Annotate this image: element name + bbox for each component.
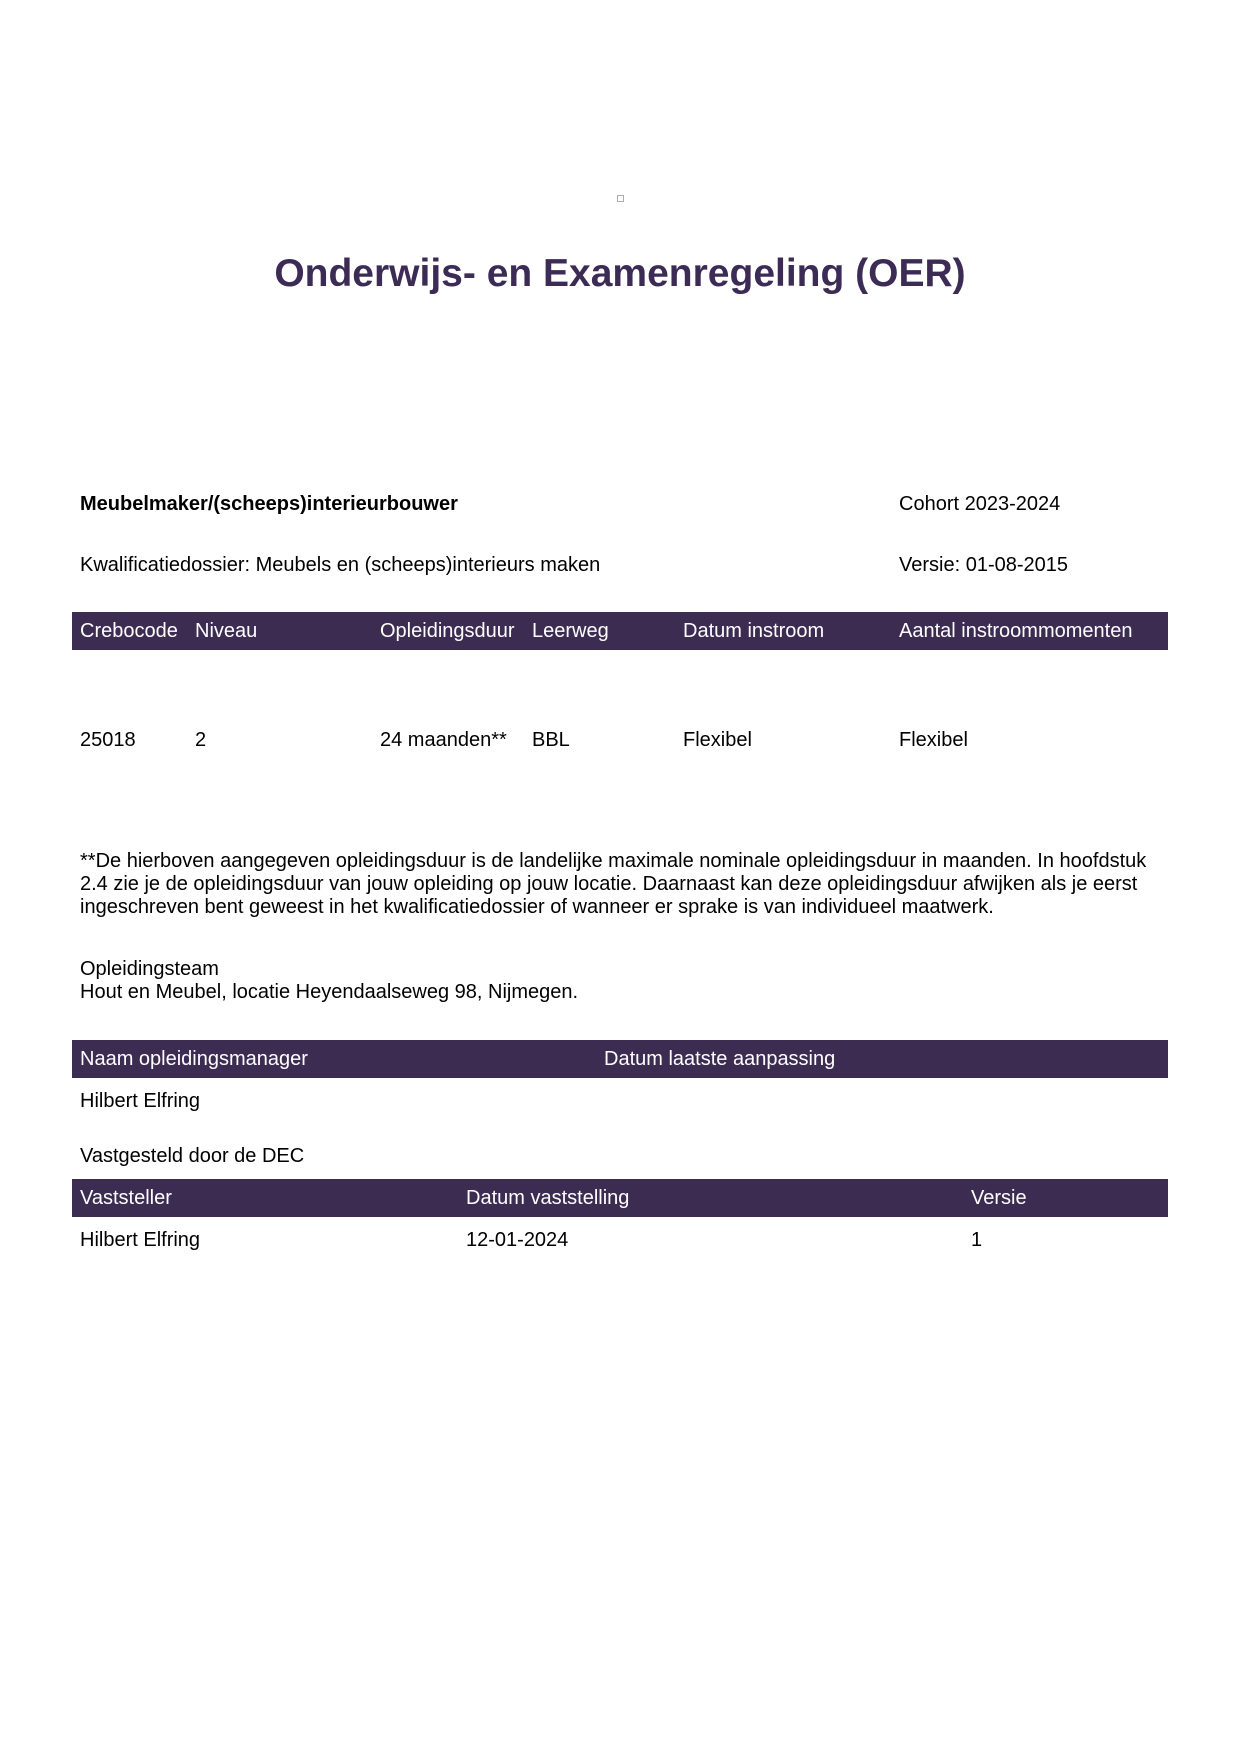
dec-label: Vastgesteld door de DEC bbox=[80, 1145, 305, 1167]
header-aantal-instroommomenten: Aantal instroommomenten bbox=[899, 620, 1133, 642]
placeholder-image-icon bbox=[617, 195, 624, 202]
program-name: Meubelmaker/(scheeps)interieurbouwer bbox=[80, 493, 458, 515]
document-title: Onderwijs- en Examenregeling (OER) bbox=[274, 252, 966, 295]
qualification-dossier: Kwalificatiedossier: Meubels en (scheeps)interieurs maken bbox=[80, 554, 601, 576]
header-naam-opleidingsmanager: Naam opleidingsmanager bbox=[80, 1048, 308, 1070]
cell-niveau: 2 bbox=[195, 729, 207, 751]
manager-table-header bbox=[72, 1040, 1168, 1078]
main-table-header bbox=[72, 612, 1168, 650]
header-datum-laatste-aanpassing: Datum laatste aanpassing bbox=[604, 1048, 836, 1070]
cell-aantal-instroommomenten: Flexibel bbox=[899, 729, 968, 751]
dec-table-header bbox=[72, 1179, 1168, 1217]
cell-vaststeller: Hilbert Elfring bbox=[80, 1229, 201, 1251]
team-label: Opleidingsteam bbox=[80, 958, 219, 980]
cohort-label: Cohort 2023-2024 bbox=[899, 493, 1061, 515]
cell-leerweg: BBL bbox=[532, 729, 570, 751]
header-vaststeller: Vaststeller bbox=[80, 1187, 172, 1209]
header-opleidingsduur: Opleidingsduur bbox=[380, 620, 515, 642]
training-team bbox=[80, 958, 578, 1004]
header-versie: Versie bbox=[971, 1187, 1027, 1209]
cell-datum-vaststelling: 12-01-2024 bbox=[466, 1229, 569, 1251]
cell-opleidingsduur: 24 maanden** bbox=[380, 729, 507, 751]
footnote: **De hierboven aangegeven opleidingsduur is de landelijke maximale nominale opleidingsduur in maanden. In hoofdstuk 2.4 zie je de opleidingsduur van jouw opleiding op jouw locatie. Daarnaast kan deze opleidingsduur afwijken als je eerst ingeschreven bent geweest in het kwalificatiedossier of wanneer er sprake is van individueel maatwerk. bbox=[80, 850, 1147, 918]
cell-manager-name: Hilbert Elfring bbox=[80, 1090, 201, 1112]
header-datum-instroom: Datum instroom bbox=[683, 620, 825, 642]
cell-crebocode: 25018 bbox=[80, 729, 136, 751]
header-datum-vaststelling: Datum vaststelling bbox=[466, 1187, 630, 1209]
team-location: Hout en Meubel, locatie Heyendaalseweg 98, Nijmegen. bbox=[80, 981, 579, 1003]
cell-versie: 1 bbox=[971, 1229, 983, 1251]
header-niveau: Niveau bbox=[195, 620, 258, 642]
cell-datum-instroom: Flexibel bbox=[683, 729, 752, 751]
header-leerweg: Leerweg bbox=[532, 620, 609, 642]
version-label: Versie: 01-08-2015 bbox=[899, 554, 1069, 576]
header-crebocode: Crebocode bbox=[80, 620, 178, 642]
